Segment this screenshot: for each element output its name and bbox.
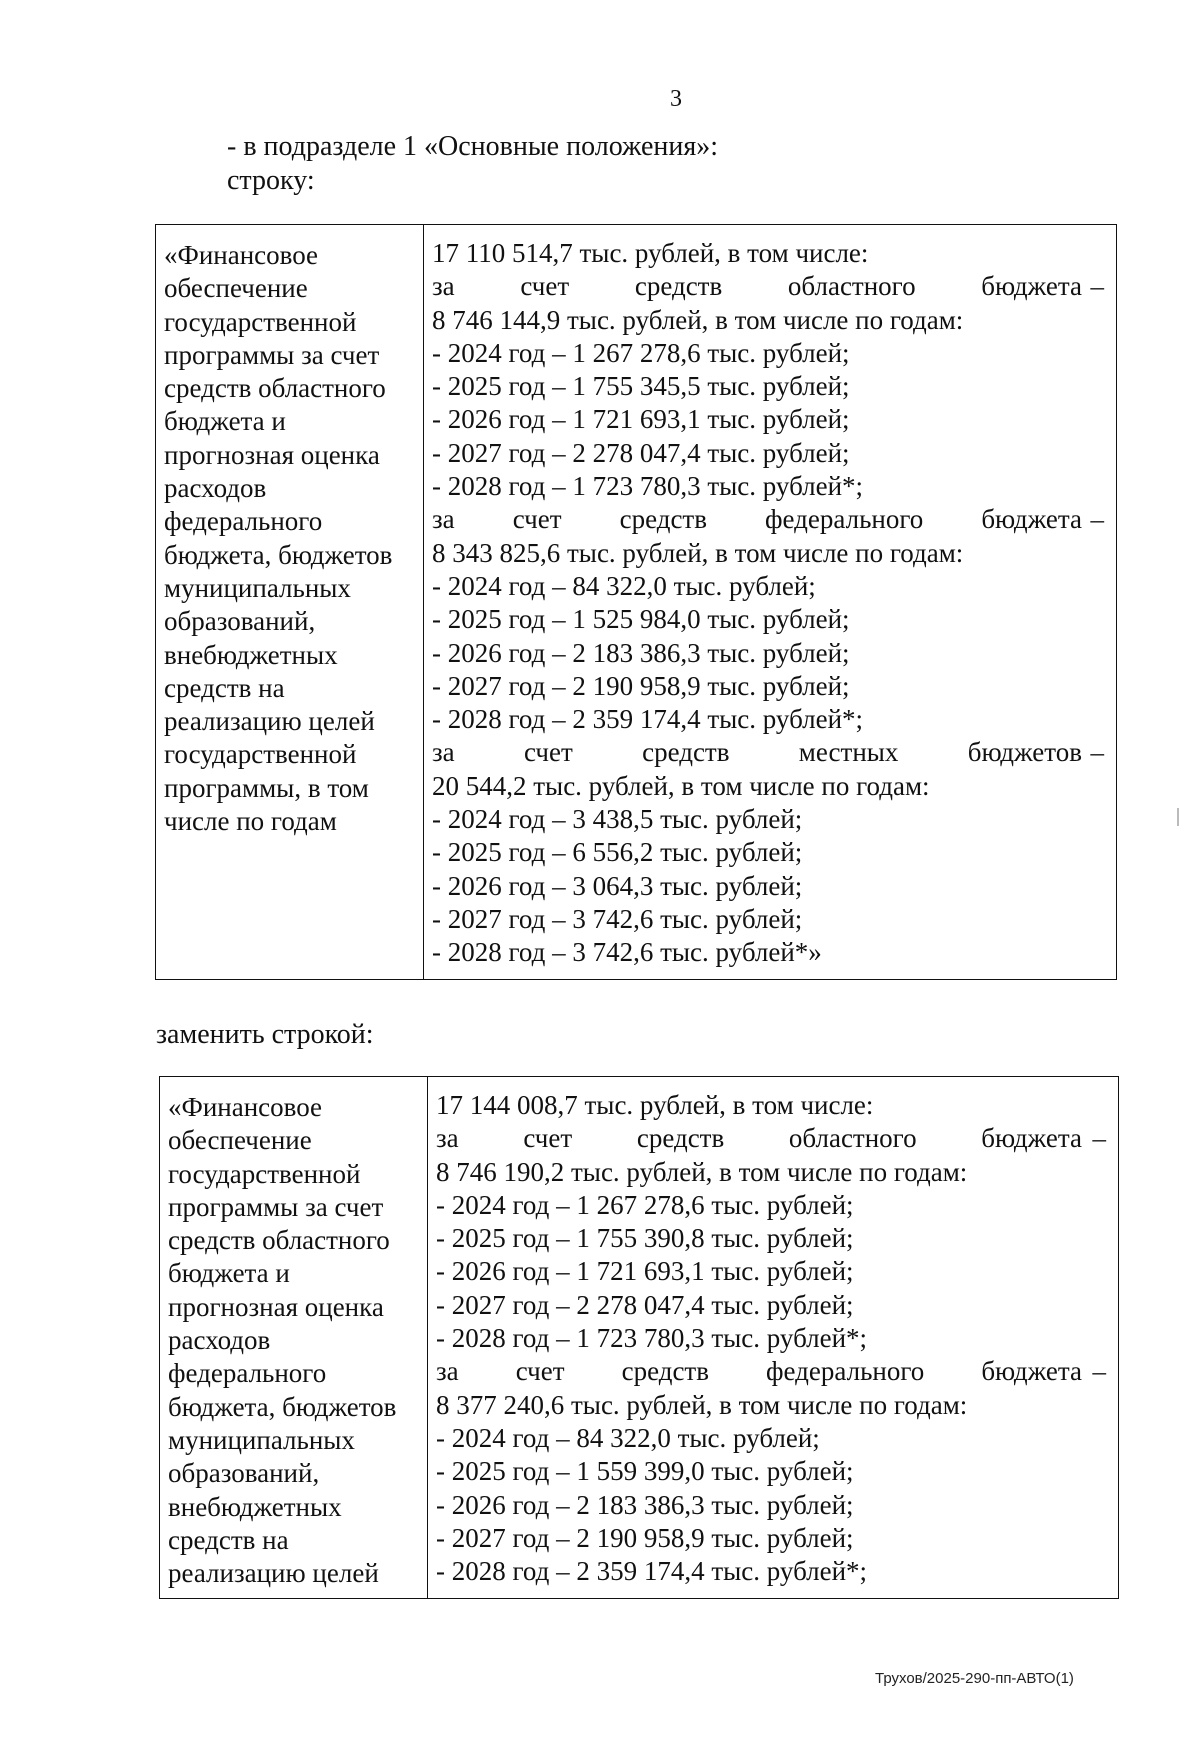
- federal-budget-amount: 8 377 240,6 тыс. рублей, в том числе по годам:: [436, 1389, 968, 1420]
- year-line: - 2024 год – 1 267 278,6 тыс. рублей;: [436, 1189, 854, 1220]
- heading-word: средств: [619, 504, 707, 535]
- year-line: - 2028 год – 1 723 780,3 тыс. рублей*;: [436, 1323, 868, 1354]
- row-title-line: реализацию целей: [168, 1558, 379, 1589]
- year-line: - 2027 год – 2 278 047,4 тыс. рублей;: [432, 437, 850, 468]
- heading-word: за: [432, 271, 455, 302]
- replace-label: заменить строкой:: [156, 1019, 374, 1050]
- row-title-line: федерального: [164, 506, 323, 537]
- row-values-cell: [428, 1077, 1119, 1599]
- table-row: [160, 1077, 1119, 1599]
- heading-word: местных: [798, 737, 899, 768]
- year-line: - 2025 год – 1 525 984,0 тыс. рублей;: [432, 604, 850, 635]
- row-title-line: муниципальных: [168, 1424, 355, 1455]
- row-title-cell: [160, 1077, 428, 1599]
- heading-word: бюджета: [981, 1123, 1082, 1154]
- regional-budget-amount: 8 746 144,9 тыс. рублей, в том числе по годам:: [432, 304, 964, 335]
- year-line: - 2028 год – 3 742,6 тыс. рублей*»: [432, 937, 822, 968]
- row-title-line: средств областного: [168, 1225, 390, 1256]
- heading-word: бюджетов: [967, 737, 1082, 768]
- row-title-line: программы за счет: [164, 339, 380, 370]
- year-line: - 2026 год – 1 721 693,1 тыс. рублей;: [436, 1256, 854, 1287]
- federal-budget-heading: [432, 503, 1104, 536]
- row-title-line: средств на: [168, 1524, 289, 1555]
- row-title-line: государственной: [164, 306, 357, 337]
- year-line: - 2026 год – 3 064,3 тыс. рублей;: [432, 870, 803, 901]
- heading-word: федерального: [765, 504, 924, 535]
- page-number: 3: [670, 86, 682, 112]
- local-budget-amount: 20 544,2 тыс. рублей, в том числе по годам:: [432, 770, 930, 801]
- heading-word: счет: [520, 271, 570, 302]
- year-line: - 2024 год – 3 438,5 тыс. рублей;: [432, 804, 803, 835]
- heading-word: федерального: [766, 1356, 925, 1387]
- intro-line: строку:: [227, 165, 315, 196]
- year-line: - 2024 год – 1 267 278,6 тыс. рублей;: [432, 337, 850, 368]
- year-line: - 2025 год – 1 559 399,0 тыс. рублей;: [436, 1456, 854, 1487]
- row-title-line: бюджета, бюджетов: [164, 539, 393, 570]
- row-title-line: обеспечение: [164, 273, 308, 304]
- intro-line: - в подразделе 1 «Основные положения»:: [227, 131, 719, 162]
- heading-word: бюджета: [981, 1356, 1082, 1387]
- year-line: - 2025 год – 1 755 345,5 тыс. рублей;: [432, 371, 850, 402]
- year-line: - 2028 год – 2 359 174,4 тыс. рублей*;: [436, 1556, 868, 1587]
- row-title-line: федерального: [168, 1358, 327, 1389]
- heading-word: средств: [634, 271, 723, 302]
- row-title-line: государственной: [164, 739, 357, 770]
- scan-artifact-mark: [1177, 808, 1179, 826]
- row-title-line: числе по годам: [164, 806, 337, 837]
- row-title-line: программы, в том: [164, 772, 369, 803]
- row-title-line: расходов: [164, 473, 267, 504]
- year-line: - 2025 год – 6 556,2 тыс. рублей;: [432, 837, 803, 868]
- year-line: - 2027 год – 3 742,6 тыс. рублей;: [432, 903, 803, 934]
- year-line: - 2024 год – 84 322,0 тыс. рублей;: [436, 1422, 820, 1453]
- year-line: - 2025 год – 1 755 390,8 тыс. рублей;: [436, 1223, 854, 1254]
- row-title-line: бюджета и: [164, 406, 286, 437]
- heading-word: средств: [621, 1356, 709, 1387]
- heading-word: средств: [636, 1123, 725, 1154]
- row-title-line: внебюджетных: [168, 1491, 342, 1522]
- row-title-line: «Финансовое: [168, 1092, 323, 1122]
- row-title-line: «Финансовое: [164, 240, 319, 270]
- heading-dash: –: [1092, 1356, 1106, 1387]
- new-passport-row-table: [159, 1076, 1119, 1599]
- heading-word: средств: [642, 737, 730, 768]
- total-amount: 17 144 008,7 тыс. рублей, в том числе:: [436, 1090, 874, 1120]
- heading-word: счет: [523, 737, 573, 768]
- heading-word: за: [432, 737, 455, 768]
- regional-budget-amount: 8 746 190,2 тыс. рублей, в том числе по годам:: [436, 1156, 968, 1187]
- heading-dash: –: [1092, 1123, 1106, 1154]
- heading-word: за: [436, 1123, 459, 1154]
- year-line: - 2028 год – 1 723 780,3 тыс. рублей*;: [432, 471, 864, 502]
- row-title-line: бюджета и: [168, 1258, 290, 1289]
- heading-word: за: [436, 1356, 459, 1387]
- heading-word: областного: [787, 271, 916, 302]
- total-amount: 17 110 514,7 тыс. рублей, в том числе:: [432, 238, 869, 268]
- heading-word: счет: [512, 504, 562, 535]
- document-footer-id: Трухов/2025-290-пп-АВТО(1): [875, 1670, 1074, 1687]
- row-title-line: образований,: [164, 606, 316, 637]
- row-title-line: расходов: [168, 1325, 271, 1356]
- row-title-line: средств на: [164, 672, 285, 703]
- heading-dash: –: [1090, 737, 1104, 768]
- table-row: [156, 225, 1117, 980]
- year-line: - 2028 год – 2 359 174,4 тыс. рублей*;: [432, 704, 864, 735]
- row-title-line: обеспечение: [168, 1125, 312, 1156]
- heading-word: областного: [788, 1123, 917, 1154]
- year-line: - 2026 год – 1 721 693,1 тыс. рублей;: [432, 404, 850, 435]
- regional-budget-heading: [436, 1122, 1106, 1155]
- year-line: - 2026 год – 2 183 386,3 тыс. рублей;: [436, 1489, 854, 1520]
- row-title-line: прогнозная оценка: [164, 439, 380, 470]
- row-values-cell: [424, 225, 1117, 980]
- row-title-line: внебюджетных: [164, 639, 338, 670]
- year-line: - 2027 год – 2 190 958,9 тыс. рублей;: [436, 1522, 854, 1553]
- intro-text: [227, 130, 718, 198]
- year-line: - 2027 год – 2 190 958,9 тыс. рублей;: [432, 670, 850, 701]
- row-title-line: средств областного: [164, 373, 386, 404]
- local-budget-heading: [432, 736, 1104, 769]
- row-title-line: реализацию целей: [164, 706, 375, 737]
- regional-budget-heading: [432, 270, 1104, 303]
- row-title-line: государственной: [168, 1158, 361, 1189]
- federal-budget-amount: 8 343 825,6 тыс. рублей, в том числе по годам:: [432, 537, 964, 568]
- heading-word: счет: [515, 1356, 565, 1387]
- heading-word: бюджета: [981, 271, 1082, 302]
- heading-word: счет: [523, 1123, 573, 1154]
- heading-word: за: [432, 504, 455, 535]
- heading-dash: –: [1090, 271, 1104, 302]
- old-passport-row-table: [155, 224, 1117, 980]
- year-line: - 2026 год – 2 183 386,3 тыс. рублей;: [432, 637, 850, 668]
- federal-budget-heading: [436, 1355, 1106, 1388]
- row-title-line: муниципальных: [164, 572, 351, 603]
- heading-word: бюджета: [981, 504, 1082, 535]
- heading-dash: –: [1090, 504, 1104, 535]
- year-line: - 2027 год – 2 278 047,4 тыс. рублей;: [436, 1289, 854, 1320]
- row-title-line: прогнозная оценка: [168, 1291, 384, 1322]
- row-title-line: образований,: [168, 1458, 320, 1489]
- row-title-line: бюджета, бюджетов: [168, 1391, 397, 1422]
- row-title-cell: [156, 225, 424, 980]
- row-title-line: программы за счет: [168, 1191, 384, 1222]
- year-line: - 2024 год – 84 322,0 тыс. рублей;: [432, 570, 816, 601]
